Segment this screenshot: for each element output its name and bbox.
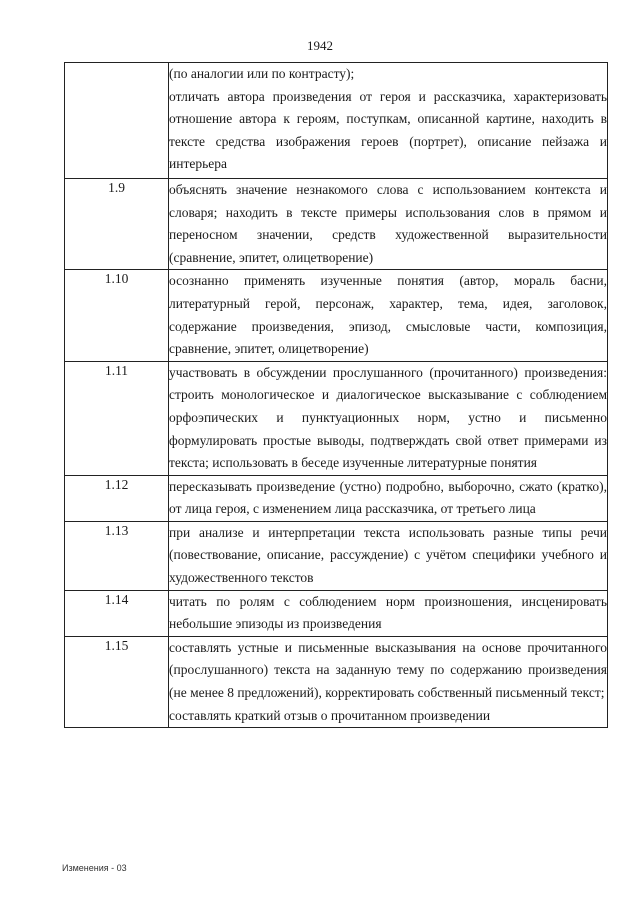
table-row bbox=[65, 475, 608, 521]
description-paragraph: осознанно применять изученные понятия (автор, мораль басни, литературный герой, персонаж, характер, тема, идея, заголовок, содержание произведения, эпизод, смысловые части, композиция, сравнение, эпитет, олицетворение) bbox=[169, 273, 607, 357]
table-row bbox=[65, 178, 608, 269]
item-description-cell bbox=[169, 178, 608, 269]
item-number-cell: 1.14 bbox=[65, 590, 169, 636]
requirements-table bbox=[64, 62, 608, 728]
description-paragraph: (по аналогии или по контрасту); bbox=[169, 66, 355, 81]
item-description-cell bbox=[169, 270, 608, 361]
item-number-cell: 1.13 bbox=[65, 521, 169, 590]
table-row bbox=[65, 636, 608, 727]
description-paragraph: составлять устные и письменные высказывания на основе прочитанного (прослушанного) текста на заданную тему по содержанию произведения (не менее 8 предложений), корректировать собственный письменный текст; bbox=[169, 639, 607, 701]
table-row bbox=[65, 361, 608, 475]
table-row bbox=[65, 63, 608, 179]
item-number-cell: 1.12 bbox=[65, 475, 169, 521]
item-number-cell: 1.15 bbox=[65, 636, 169, 727]
table-row bbox=[65, 270, 608, 361]
requirements-table-body bbox=[65, 63, 608, 728]
description-paragraph: объяснять значение незнакомого слова с использованием контекста и словаря; находить в тексте примеры использования слов в прямом и переносном значении, средств художественной выразительности (сравнение, эпитет, олицетворение) bbox=[169, 181, 607, 265]
description-paragraph: участвовать в обсуждении прослушанного (прочитанного) произведения: строить монологическое и диалогическое высказывание с соблюдением орфоэпических и пунктуационных норм, устно и письменно формулировать простые выводы, подтверждать свой ответ примерами из текста; использовать в беседе изученные литературные понятия bbox=[169, 364, 607, 471]
description-paragraph: пересказывать произведение (устно) подробно, выборочно, сжато (кратко), от лица героя, с изменением лица рассказчика, от третьего лица bbox=[169, 478, 607, 517]
item-description-cell bbox=[169, 475, 608, 521]
description-paragraph: читать по ролям с соблюдением норм произношения, инсценировать небольшие эпизоды из произведения bbox=[169, 593, 607, 632]
table-row bbox=[65, 590, 608, 636]
description-paragraph: отличать автора произведения от героя и рассказчика, характеризовать отношение автора к героям, поступкам, описанной картине, находить в тексте средства изображения героев (портрет), описание пейзажа и интерьера bbox=[169, 88, 607, 172]
item-number-cell: 1.10 bbox=[65, 270, 169, 361]
item-number-cell: 1.11 bbox=[65, 361, 169, 475]
item-description-cell bbox=[169, 361, 608, 475]
description-paragraph: составлять краткий отзыв о прочитанном произведении bbox=[169, 707, 491, 723]
item-number-cell: 1.9 bbox=[65, 178, 169, 269]
footer-revision-note: Изменения - 03 bbox=[62, 863, 127, 873]
item-description-cell bbox=[169, 636, 608, 727]
item-number-cell bbox=[65, 63, 169, 179]
item-description-cell bbox=[169, 521, 608, 590]
item-description-cell bbox=[169, 63, 608, 179]
item-description-cell bbox=[169, 590, 608, 636]
table-row bbox=[65, 521, 608, 590]
description-paragraph: при анализе и интерпретации текста использовать разные типы речи (повествование, описание, рассуждение) с учётом специфики учебного и художественного текстов bbox=[169, 524, 607, 586]
page-number: 1942 bbox=[307, 38, 333, 53]
